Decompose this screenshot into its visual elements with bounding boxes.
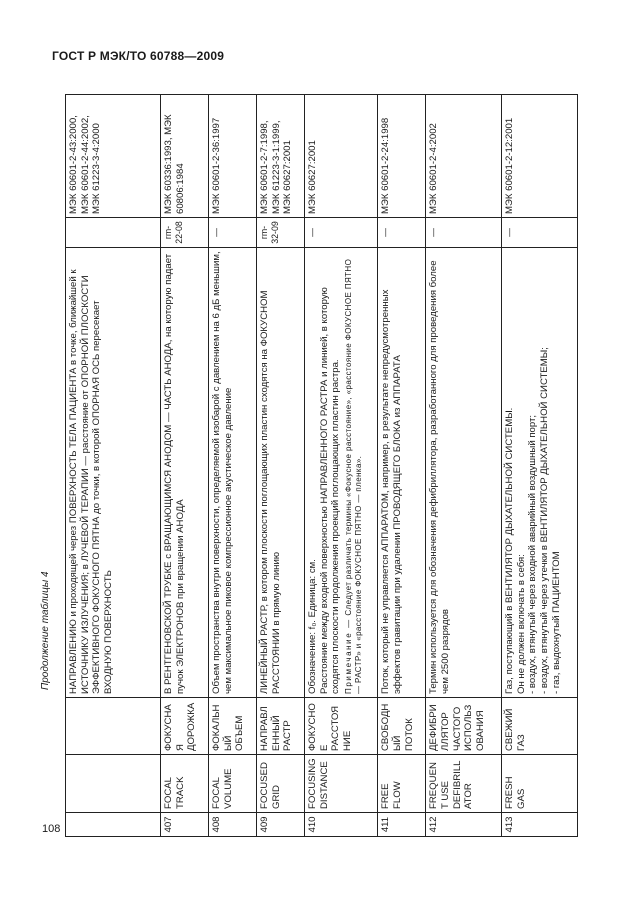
definition-line: Обозначение: f₀. Единица: см. (306, 559, 318, 694)
source-cell: МЭК 60627:2001 (304, 95, 377, 218)
term-english: FOCAL VOLUME (208, 755, 256, 813)
reference-cell: — (426, 218, 502, 248)
term-english: FOCUSED GRID (256, 755, 304, 813)
reference-cell: rm-22-08 (161, 218, 209, 248)
term-number: 408 (208, 813, 256, 837)
term-number: 413 (502, 813, 578, 837)
definition-line: Расстояние между входной поверхностью НАПРАВЛЕННОГО РАСТРА и линией, в которую сходятся плоскости продолжения проекций поглощающих пластин растра. (318, 287, 342, 694)
table-row (304, 95, 377, 837)
source-cell: МЭК 60601-2-24:1998 (378, 95, 426, 218)
source-cell: МЭК 60336:1993, МЭК 60806:1984 (161, 95, 209, 218)
definition-cell: ЛИНЕЙНЫЙ РАСТР, в котором плоскости поглощающих пластин сходятся на ФОКУСНОМ РАССТОЯНИИ в прямую линию (256, 248, 304, 698)
term-russian: ФОКАЛЬНЫЙ ОБЪЕМ (208, 698, 256, 755)
reference-cell: — (208, 218, 256, 248)
page-number: 108 (42, 823, 61, 835)
source-cell: МЭК 60601-2-4:2002 (426, 95, 502, 218)
table-row (161, 95, 209, 837)
term-english: FRESH GAS (502, 755, 578, 813)
term-russian: ФОКУСНОЕ РАССТОЯНИЕ (304, 698, 377, 755)
table-row (208, 95, 256, 837)
source-cell: МЭК 60601-2-43:2000, МЭК 60601-2-44:2002, МЭК 61223-3-4:2000 (66, 95, 161, 218)
term-russian: НАПРАВЛЕННЫЙ РАСТР (256, 698, 304, 755)
term-number: 410 (304, 813, 377, 837)
term-russian: СВЕЖИЙ ГАЗ (502, 698, 578, 755)
note (344, 251, 363, 694)
table-continuation-caption: Продолжение таблицы 4 (40, 571, 51, 690)
term-russian: СВОБОДНЫЙ ПОТОК (378, 698, 426, 755)
definition-cell: Поток, который не управляется АППАРАТОМ, например, в результате непредусмотренных эффектов гравитации при удалении ПРОВОДЯЩЕГО БЛОКА из АППАРАТА (378, 248, 426, 698)
term-russian: ДЕФИБРИЛЛЯТОР ЧАСТОГО ИСПОЛЬЗОВАНИЯ (426, 698, 502, 755)
source-cell: МЭК 60601-2-36:1997 (208, 95, 256, 218)
definition-line: Газ, поступающий в ВЕНТИЛЯТОР ДЫХАТЕЛЬНОЙ СИСТЕМЫ. (504, 407, 516, 694)
definition-cell: В РЕНТГЕНОВСКОЙ ТРУБКЕ с ВРАЩАЮЩИМСЯ АНОДОМ — ЧАСТЬ АНОДА, на которую падает пучок ЭЛЕКТРОНОВ при вращении АНОДА (161, 248, 209, 698)
definition-cell: Объем пространства внутри поверхности, определяемой изобарой с давлением на 6 дБ меньшим, чем максимальное пиковое компрессионное акустическое давление (208, 248, 256, 698)
definition-cell: НАПРАВЛЕНИЮ и проходящей через ПОВЕРХНОСТЬ ТЕЛА ПАЦИЕНТА в точке, ближайшей к ИСТОЧНИКУ ИЗЛУЧЕНИЯ; в ЛУЧЕВОЙ ТЕРАПИИ — расстояние от ОПОРНОЙ ПЛОСКОСТИ ЭФФЕКТИВНОГО ФОКУСНОГО ПЯТНА до точки, в которой ОПОРНАЯ ОСЬ пересекает ВХОДНУЮ ПОВЕРХНОСТЬ (66, 248, 161, 698)
note-text: Следует различать термины «Фокусное расстояние», «расстояние ФОКУСНОЕ ПЯТНО — РАСТР» и «расстояние ФОКУСНОЕ ПЯТНО — пленка». (343, 258, 363, 694)
term-number: 411 (378, 813, 426, 837)
definition-line: - воздух, втянутый через утечки в ВЕНТИЛЯТОР ДЫХАТЕЛЬНОЙ СИСТЕМЫ; (539, 347, 551, 694)
definition-line: - газ, выдохнутый ПАЦИЕНТОМ (550, 551, 562, 694)
term-number: 409 (256, 813, 304, 837)
document-header: ГОСТ Р МЭК/ТО 60788—2009 (52, 49, 225, 63)
term-english: FOCUSING DISTANCE (304, 755, 377, 813)
reference-cell: — (304, 218, 377, 248)
definition-line: Он не должен включать в себя: (515, 554, 527, 694)
term-english: FREE FLOW (378, 755, 426, 813)
terms-table-rotated (65, 95, 578, 837)
table-row (66, 95, 161, 837)
reference-cell: — (502, 218, 578, 248)
term-english: FOCAL TRACK (161, 755, 209, 813)
definition-cell (304, 248, 377, 698)
reference-cell: rm-32-09 (256, 218, 304, 248)
table-row (502, 95, 578, 837)
term-russian: ФОКУСНАЯ ДОРОЖКА (161, 698, 209, 755)
terms-table (65, 94, 578, 837)
definition-cell: Термин используется для обозначения дефибриллятора, разработанного для проведения более чем 2500 разрядов (426, 248, 502, 698)
term-number: 407 (161, 813, 209, 837)
table-row (256, 95, 304, 837)
definition-cell (502, 248, 578, 698)
term-english: FREQUENT USE DEFIBRILLATOR (426, 755, 502, 813)
source-cell: МЭК 60601-2-12:2001 (502, 95, 578, 218)
source-cell: МЭК 60601-2-7:1998, МЭК 61223-3-1:1999, МЭК 60627:2001 (256, 95, 304, 218)
note-lead: Примечание — (343, 618, 353, 694)
reference-cell: — (378, 218, 426, 248)
table-row (426, 95, 502, 837)
term-number: 412 (426, 813, 502, 837)
table-row (378, 95, 426, 837)
definition-line: - воздух, втянутый через входной аварийный воздушный порт; (527, 414, 539, 694)
